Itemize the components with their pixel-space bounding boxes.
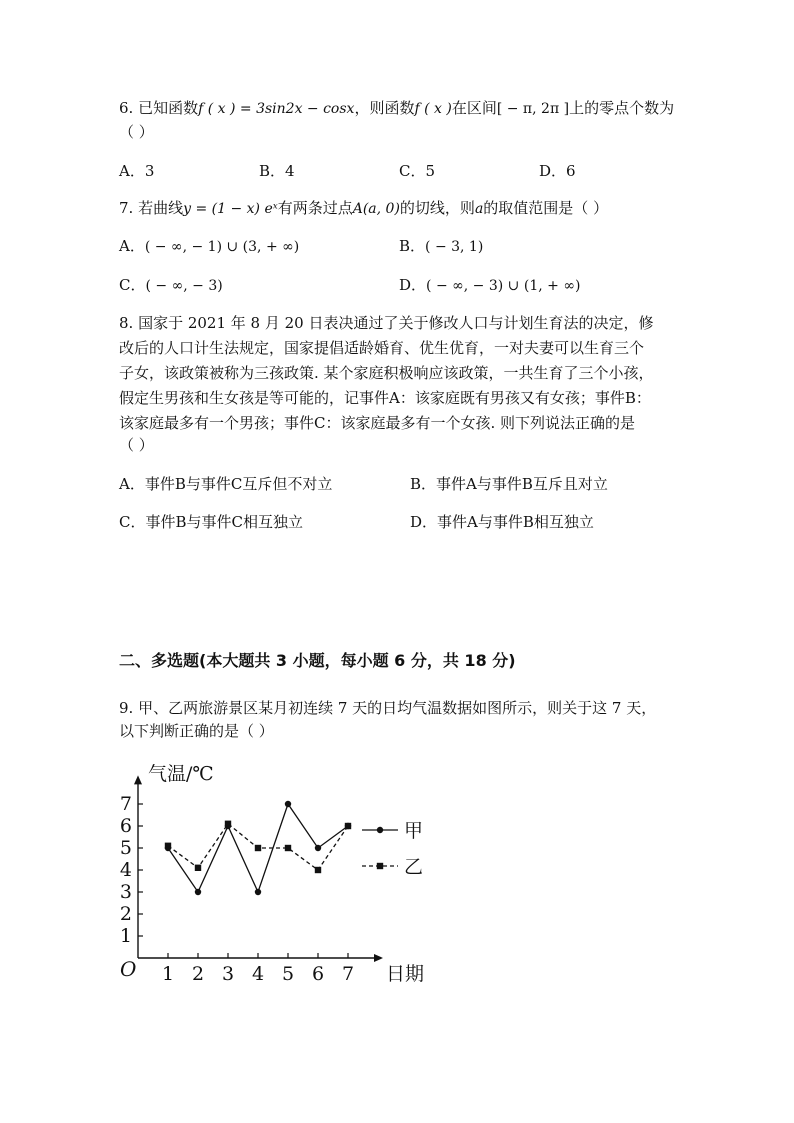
temperature-chart — [112, 760, 432, 990]
q9-line-2: 以下判断正确的是（ ） — [119, 722, 274, 740]
series-1-point — [285, 845, 291, 851]
series-1-point — [165, 843, 171, 849]
q6-text-a: 6. 已知函数 — [119, 99, 199, 117]
q6-function: f ( x ) = 3sin2x − cosx — [198, 101, 355, 117]
q7-option-a-label: A． — [119, 237, 145, 255]
q7-option-d — [399, 275, 580, 296]
q7-stem — [119, 198, 608, 219]
q8-option-c: C．事件B与事件C相互独立 — [119, 513, 303, 531]
x-axis-arrow — [374, 954, 383, 962]
q7-text-d: 的取值范围是（ ） — [483, 199, 609, 217]
q8-option-d: D．事件A与事件B相互独立 — [410, 513, 594, 531]
q6-paren: （ ） — [119, 123, 154, 141]
legend-label-1: 乙 — [404, 856, 424, 878]
q8-line-1: 8. 国家于 2021 年 8 月 20 日表决通过了关于修改人口与计划生育法的决定，修 — [119, 314, 654, 332]
q7-option-b-label: B． — [399, 237, 426, 255]
y-axis-label: 气温/℃ — [148, 763, 214, 785]
x-tick-label: 6 — [311, 963, 325, 985]
q6-option-a: A．3 — [119, 162, 155, 180]
y-tick-label: 5 — [119, 837, 132, 859]
q7-option-a-value: ( − ∞, − 1) ∪ (3, + ∞) — [144, 239, 300, 255]
x-tick-label: 5 — [281, 963, 295, 985]
q7-option-d-label: D． — [399, 276, 427, 294]
q8-option-a: A．事件B与事件C互斥但不对立 — [119, 475, 333, 493]
series-1-point — [225, 821, 231, 827]
q8-line-2: 改后的人口计生法规定，国家提倡适龄婚育、优生优育，一对夫妻可以生育三个 — [119, 339, 645, 357]
legend-marker-0 — [377, 827, 383, 833]
x-axis-label: 日期 — [386, 963, 425, 985]
q8-line-5: 该家庭最多有一个男孩；事件C：该家庭最多有一个女孩. 则下列说法正确的是 — [119, 414, 636, 432]
q6-text-b: ，则函数 — [354, 99, 415, 117]
series-1-point — [315, 867, 321, 873]
q7-option-b-value: ( − 3, 1) — [425, 239, 484, 255]
q6-text-c: 在区间 — [451, 99, 497, 117]
q6-option-c: C．5 — [399, 162, 436, 180]
q7-option-a — [119, 236, 299, 257]
x-tick-label: 3 — [221, 963, 235, 985]
series-0-point — [195, 889, 201, 895]
q7-text-c: 的切线，则 — [399, 199, 475, 217]
origin-label: O — [120, 957, 137, 981]
x-tick-label: 4 — [251, 963, 265, 985]
q8-option-b: B．事件A与事件B互斥且对立 — [410, 475, 608, 493]
y-tick-label: 2 — [119, 903, 132, 925]
q9-line-1: 9. 甲、乙两旅游景区某月初连续 7 天的日均气温数据如图所示，则关于这 7 天， — [119, 699, 657, 717]
series-0-point — [285, 801, 291, 807]
y-tick-label: 6 — [119, 815, 132, 837]
q7-option-b — [399, 236, 483, 257]
series-1-point — [345, 823, 351, 829]
q8-line-6: （ ） — [119, 436, 154, 454]
q6-function-ref: f ( x ) — [414, 101, 452, 117]
x-tick-label: 7 — [341, 963, 355, 985]
series-1-point — [255, 845, 261, 851]
y-tick-label: 7 — [119, 793, 132, 815]
q7-option-c-value: ( − ∞, − 3) — [145, 278, 223, 294]
q7-option-c — [119, 275, 223, 296]
q7-point: A(a, 0) — [352, 201, 400, 217]
q7-text-b: 有两条过点 — [277, 199, 353, 217]
x-tick-label: 2 — [191, 963, 205, 985]
y-tick-label: 1 — [119, 925, 132, 947]
section-heading: 二、多选题(本大题共 3 小题，每小题 6 分，共 18 分) — [119, 651, 516, 670]
q7-var: a — [474, 201, 484, 217]
q7-option-d-value: ( − ∞, − 3) ∪ (1, + ∞) — [426, 278, 581, 294]
legend-marker-1 — [377, 863, 383, 869]
q6-interval: [ − π, 2π ] — [496, 101, 570, 117]
q7-text-a: 7. 若曲线 — [119, 199, 184, 217]
y-tick-label: 4 — [119, 859, 132, 881]
y-axis-arrow — [134, 775, 142, 784]
q6-line-1 — [119, 98, 674, 119]
q7-curve: y = (1 − x) eˣ — [183, 201, 278, 217]
series-1-point — [195, 865, 201, 871]
series-0-point — [315, 845, 321, 851]
q8-line-4: 假定生男孩和生女孩是等可能的，记事件A：该家庭既有男孩又有女孩；事件B： — [119, 389, 651, 407]
q8-line-3: 子女，该政策被称为三孩政策. 某个家庭积极响应该政策，一共生育了三个小孩， — [119, 364, 654, 382]
series-0-point — [255, 889, 261, 895]
q6-option-b: B．4 — [259, 162, 295, 180]
y-tick-label: 3 — [119, 881, 132, 903]
x-tick-label: 1 — [161, 963, 175, 985]
q6-option-d: D．6 — [539, 162, 576, 180]
q7-option-c-label: C． — [119, 276, 146, 294]
q6-text-d: 上的零点个数为 — [569, 99, 675, 117]
legend-label-0: 甲 — [404, 820, 424, 842]
